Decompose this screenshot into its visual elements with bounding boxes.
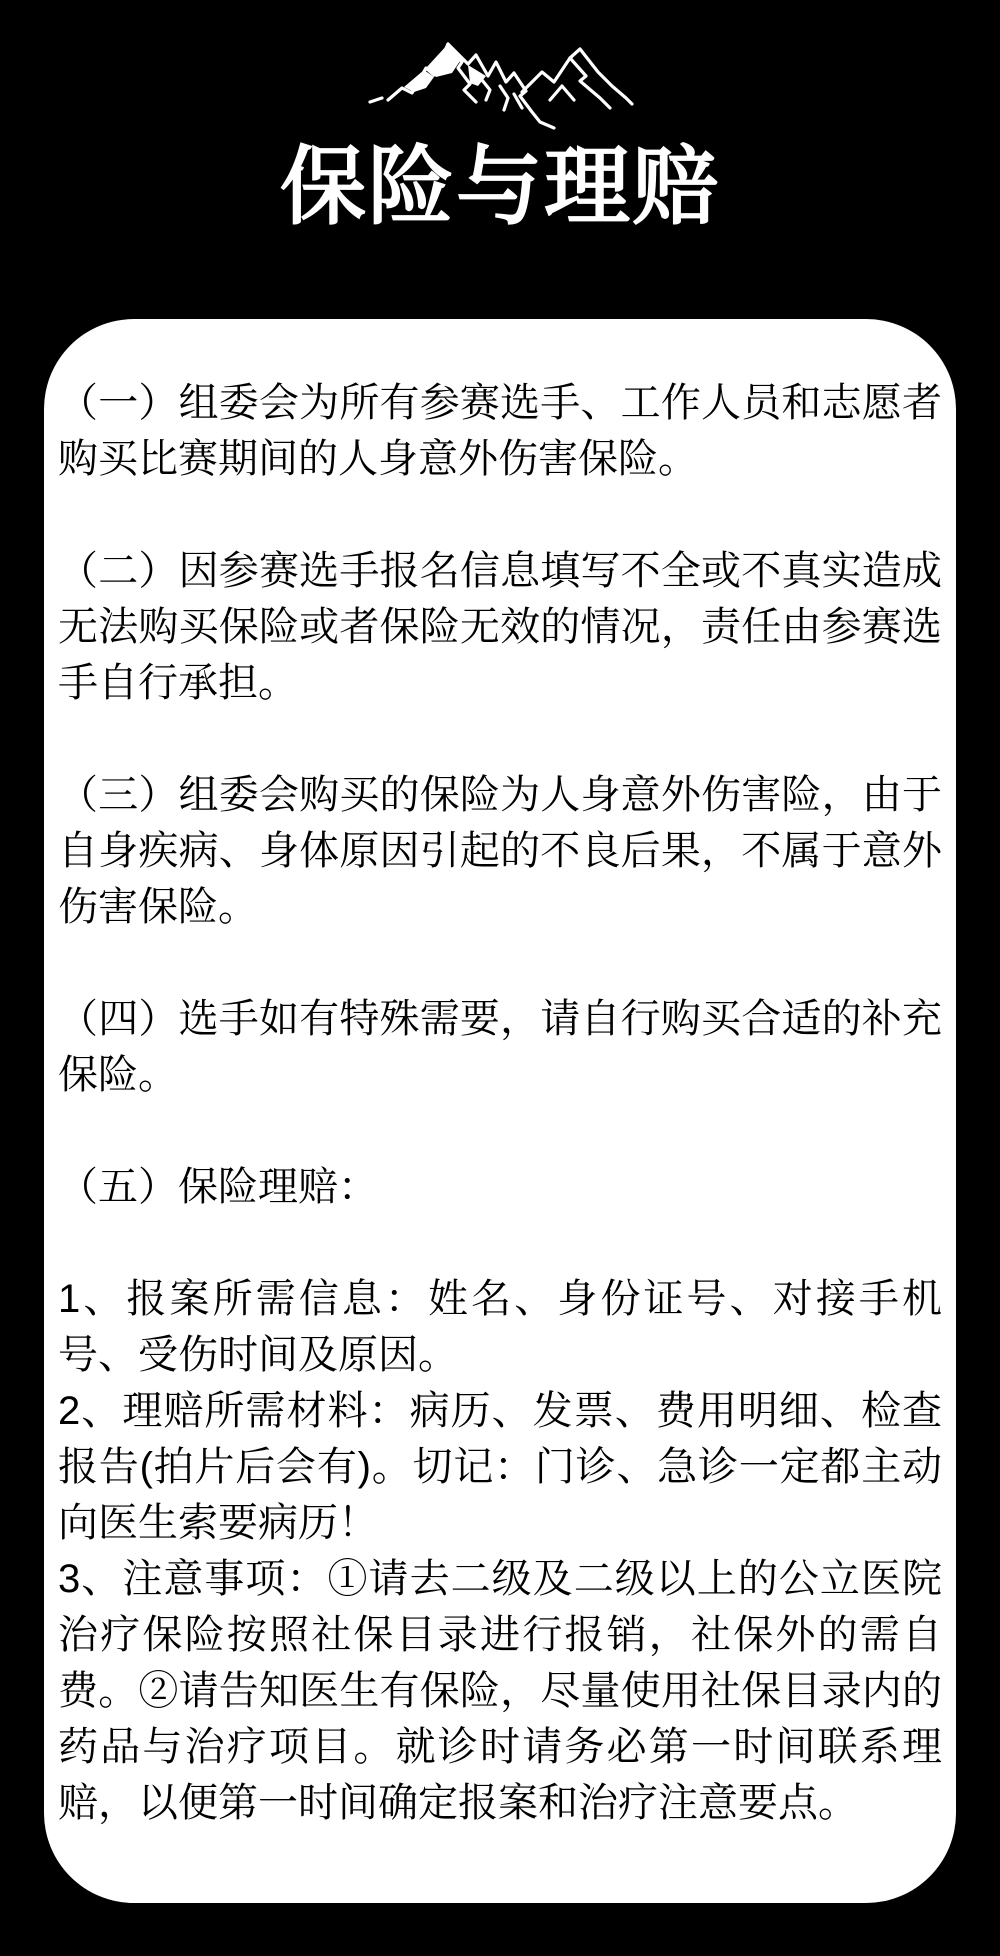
content-card bbox=[44, 319, 956, 1903]
mountain-range-icon bbox=[364, 28, 636, 132]
clause-3: （三）组委会购买的保险为人身意外伤害险，由于自身疾病、身体原因引起的不良后果，不属于意外伤害保险。 bbox=[58, 773, 942, 929]
claim-step-3: 3、注意事项：①请去二级及二级以上的公立医院治疗保险按照社保目录进行报销，社保外的需自费。②请告知医生有保险，尽量使用社保目录内的药品与治疗项目。就诊时请务必第一时间联系理赔，以便第一时间确定报案和治疗注意要点。 bbox=[58, 1557, 942, 1825]
claim-step-2: 2、理赔所需材料：病历、发票、费用明细、检查报告(拍片后会有)。切记：门诊、急诊一定都主动向医生索要病历！ bbox=[58, 1389, 942, 1545]
clause-2: （二）因参赛选手报名信息填写不全或不真实造成无法购买保险或者保险无效的情况，责任由参赛选手自行承担。 bbox=[58, 549, 942, 705]
poster-background bbox=[0, 28, 1000, 1956]
page-title: 保险与理赔 bbox=[280, 139, 720, 235]
clause-4: （四）选手如有特殊需要，请自行购买合适的补充保险。 bbox=[58, 997, 942, 1097]
claim-step-1: 1、报案所需信息：姓名、身份证号、对接手机号、受伤时间及原因。 bbox=[58, 1277, 942, 1377]
clause-1: （一）组委会为所有参赛选手、工作人员和志愿者购买比赛期间的人身意外伤害保险。 bbox=[58, 381, 942, 481]
clause-5: （五）保险理赔： bbox=[58, 1165, 378, 1209]
